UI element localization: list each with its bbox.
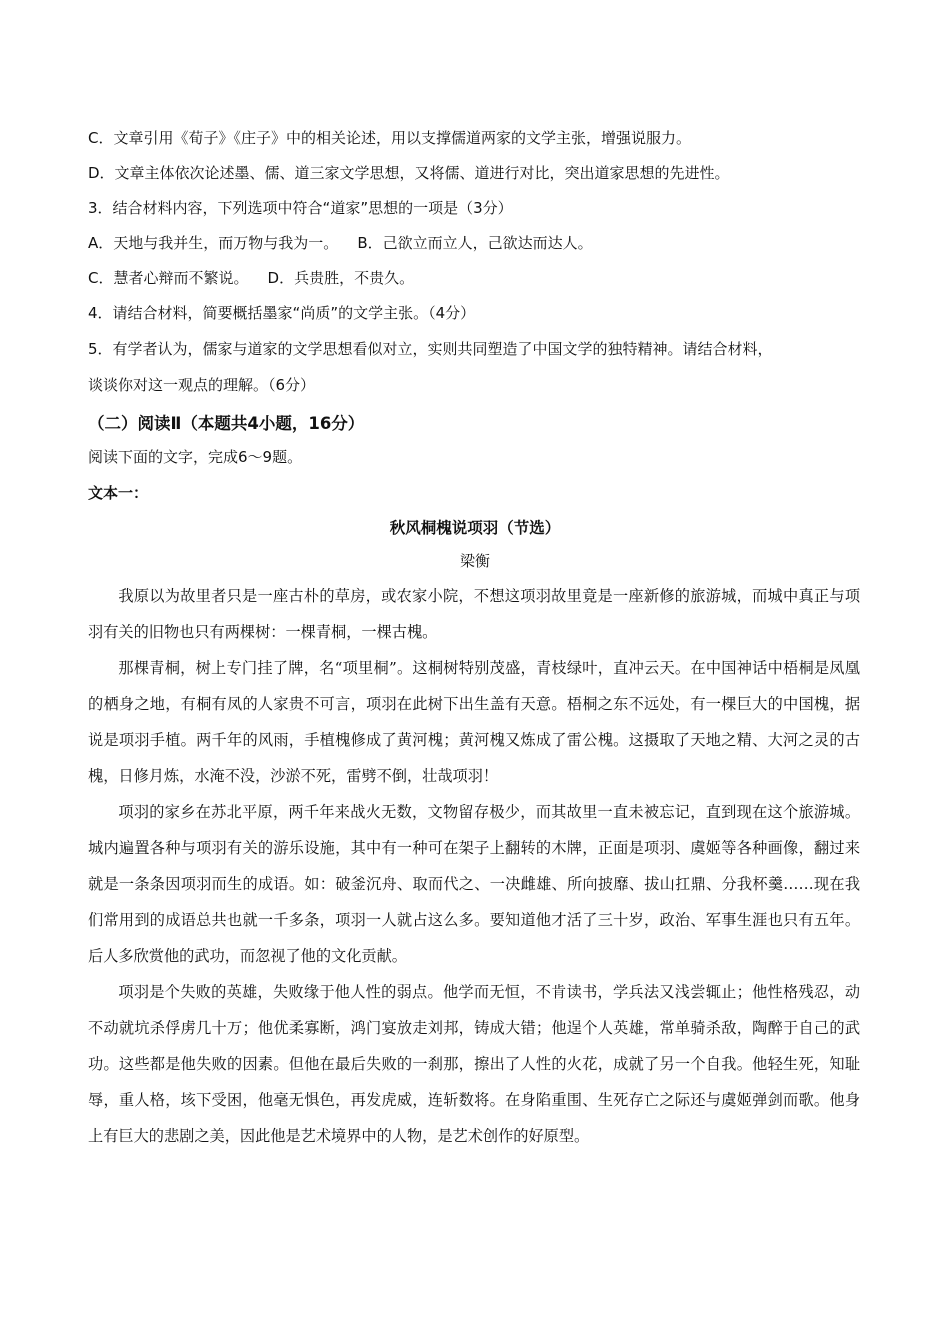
question-3-options-cd: C．慧者心辩而不繁说。 D．兵贵胜，不贵久。 [88, 269, 415, 287]
option-c-line: C．文章引用《荀子》《庄子》中的相关论述，用以支撑儒道两家的文学主张，增强说服力。 [88, 129, 691, 147]
question-4: 4．请结合材料，简要概括墨家“尚质”的文学主张。（4分） [88, 304, 476, 322]
article-paragraph: 那棵青桐，树上专门挂了牌，名“项里桐”。这桐树特别茂盛，青枝绿叶，直冲云天。在中国神话中梧桐是凤凰的栖身之地，有桐有凤的人家贵不可言，项羽在此树下出生盖有天意。梧桐之东不远处，有一棵巨大的中国槐，据说是项羽手植。两千年的风雨，手植槐修成了黄河槐；黄河槐又炼成了雷公槐。这摄取了天地之精、大河之灵的古槐，日修月炼，水淹不没，沙淤不死，雷劈不倒，壮哉项羽！ [88, 659, 860, 785]
article-title: 秋风桐槐说项羽（节选） [389, 519, 561, 537]
question-3-options-ab: A．天地与我并生，而万物与我为一。 B．己欲立而立人，己欲达而达人。 [88, 234, 593, 252]
question-3: 3．结合材料内容，下列选项中符合“道家”思想的一项是（3分） [88, 199, 513, 217]
article-paragraph: 我原以为故里者只是一座古朴的草房，或农家小院，不想这项羽故里竟是一座新修的旅游城，而城中真正与项羽有关的旧物也只有两棵树：一棵青桐，一棵古槐。 [88, 587, 860, 641]
question-5-line2: 谈谈你对这一观点的理解。（6分） [88, 376, 316, 394]
option-d-line: D．文章主体依次论述墨、儒、道三家文学思想，又将儒、道进行对比，突出道家思想的先进性。 [88, 164, 730, 182]
article-paragraph: 项羽的家乡在苏北平原，两千年来战火无数，文物留存极少，而其故里一直未被忘记，直到现在这个旅游城。城内遍置各种与项羽有关的游乐设施，其中有一种可在架子上翻转的木牌，正面是项羽、虞姬等各种画像，翻过来就是一条条因项羽而生的成语。如：破釜沉舟、取而代之、一决雌雄、所向披靡、拔山扛鼎、分我杯羹……现在我们常用到的成语总共也就一千多条，项羽一人就占这么多。要知道他才活了三十岁，政治、军事生涯也只有五年。后人多欣赏他的武功，而忽视了他的文化贡献。 [88, 803, 860, 965]
article-paragraph: 项羽是个失败的英雄，失败缘于他人性的弱点。他学而无恒，不肯读书，学兵法又浅尝辄止；他性格残忍，动不动就坑杀俘虏几十万；他优柔寡断，鸿门宴放走刘邦，铸成大错；他逞个人英雄，常单骑杀敌，陶醉于自己的武功。这些都是他失败的因素。但他在最后失败的一刹那，擦出了人性的火花，成就了另一个自我。他轻生死，知耻辱，重人格，垓下受困，他毫无惧色，再发虎威，连斩数将。在身陷重围、生死存亡之际还与虞姬弹剑而歌。他身上有巨大的悲剧之美，因此他是艺术境界中的人物，是艺术创作的好原型。 [88, 983, 860, 1145]
question-5-line1: 5．有学者认为，儒家与道家的文学思想看似对立，实则共同塑造了中国文学的独特精神。请结合材料， [88, 340, 773, 358]
section-instruction: 阅读下面的文字，完成6～9题。 [88, 448, 303, 466]
section-heading: （二）阅读Ⅱ（本题共4小题，16分） [88, 414, 365, 433]
text-label: 文本一： [88, 484, 149, 502]
article-author: 梁衡 [459, 552, 490, 570]
article-body [88, 578, 860, 1154]
